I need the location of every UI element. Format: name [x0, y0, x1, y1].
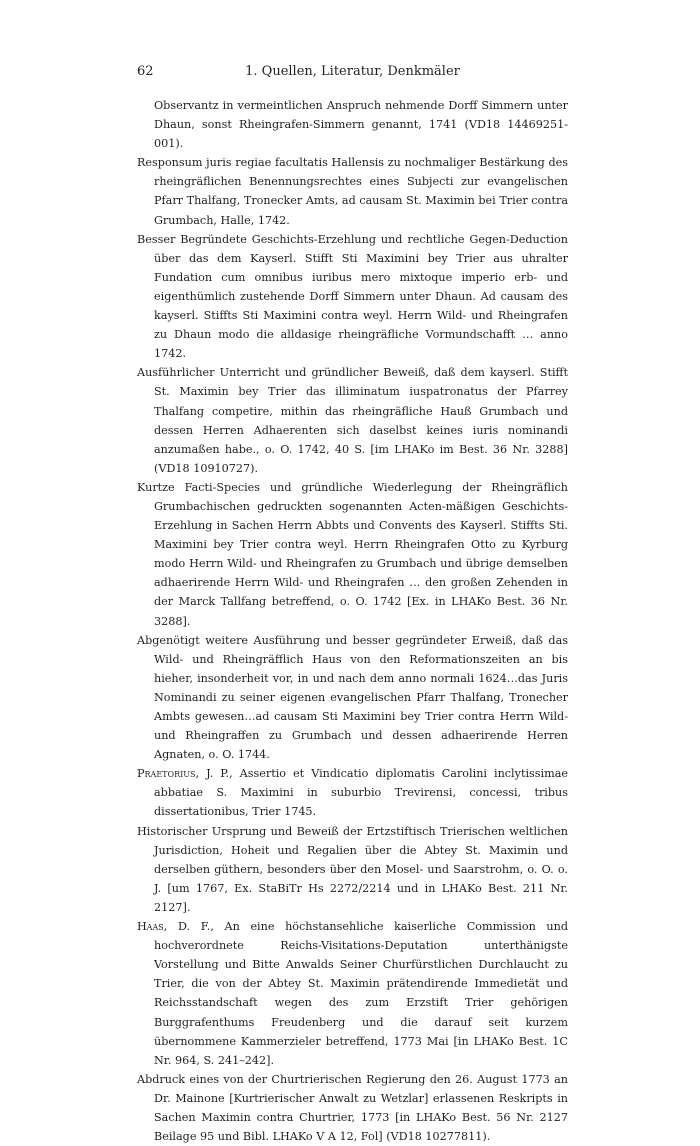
entry-author: Praetorius: [137, 767, 196, 781]
bibliography-entry: [137, 1070, 568, 1146]
bibliography-entry: [137, 96, 568, 153]
page-number: 62: [137, 64, 154, 79]
entry-text: Ausführlicher Unterricht und gründlicher Beweiß, daß dem kayserl. Stifft St. Maximin bey Trier das illiminatum iuspatronatus der Pfarrey Thalfang competire, mithin das rheingräfliche Hauß Grumbach und dessen Herren Adhaerenten sich daselbst keines iuris nominandi anzumaßen habe., o. O. 1742, 40 S. [im LHAKo im Best. 36 Nr. 3288] (VD18 10910727).: [137, 366, 568, 475]
bibliography-entry: [137, 822, 568, 917]
section-title: 1. Quellen, Literatur, Denkmäler: [245, 64, 460, 79]
bibliography-list: [137, 96, 568, 1146]
entry-text: Abgenötigt weitere Ausführung und besser gegründeter Erweiß, daß das Wild- und Rheingräfflich Haus von den Reformationszeiten an bis hieher, insonderheit vor, in und nach dem anno normali 1624…das Juris Nominandi zu seiner eigenen evangelischen Pfarr Thalfang, Tronecher Ambts gewesen…ad causam Sti Maximini bey Trier contra Herrn Wild- und Rheingraffen zu Grumbach und dessen adhaerirende Herren Agnaten, o. O. 1744.: [137, 633, 568, 762]
bibliography-entry: [137, 153, 568, 229]
entry-text: , J. P., Assertio et Vindicatio diplomatis Carolini inclytissimae abbatiae S. Maximini in suburbio Trevirensi, concessi, tribus dissertationibus, Trier 1745.: [154, 767, 568, 819]
document-page: [137, 62, 568, 1146]
entry-text: Besser Begründete Geschichts-Erzehlung und rechtliche Gegen-Deduction über das dem Kayserl. Stifft Sti Maximini bey Trier aus uhralter Fundation cum omnibus iuribus mero mixtoque imperio erb- und eigenthümlich zustehende Dorff Simmern unter Dhaun. Ad causam des kayserl. Stiffts Sti Maximini contra weyl. Herrn Wild- und Rheingrafen zu Dhaun modo die alldasige rheingräfliche Vormundschafft … anno 1742.: [137, 232, 568, 361]
entry-author: Haas: [137, 920, 164, 934]
entry-text: , D. F., An eine höchstansehliche kaiserliche Commission und hochverordnete Reichs-Visitations-Deputation unterthänigste Vorstellung und Bitte Anwalds Seiner Churfürstlichen Durchlaucht zu Trier, die von der Abtey St. Maximin prätendirende Immedietät und Reichsstandschaft wegen des zum Erzstift Trier gehörigen Burggrafenthums Freudenberg und die darauf seit kurzem übernommene Kammerzieler betreffend, 1773 Mai [in LHAKo Best. 1C Nr. 964, S. 241–242].: [154, 920, 568, 1067]
bibliography-entry: [137, 631, 568, 765]
bibliography-entry: [137, 917, 568, 1070]
bibliography-entry: [137, 764, 568, 821]
bibliography-entry: [137, 363, 568, 478]
entry-text: Abdruck eines von der Churtrierischen Regierung den 26. August 1773 an Dr. Mainone [Kurtrierischer Anwalt zu Wetzlar] erlassenen Reskripts in Sachen Maximin contra Churtrier, 1773 [in LHAKo Best. 56 Nr. 2127 Beilage 95 und Bibl. LHAKo V A 12, Fol] (VD18 10277811).: [137, 1072, 568, 1144]
running-head: [137, 62, 568, 82]
entry-text: Observantz in vermeintlichen Anspruch nehmende Dorff Simmern unter Dhaun, sonst Rheingrafen-Simmern genannt, 1741 (VD18 14469251-001).: [154, 99, 568, 151]
bibliography-entry: [137, 230, 568, 364]
entry-text: Historischer Ursprung und Beweiß der Ertzstiftisch Trierischen weltlichen Jurisdiction, Hoheit und Regalien über die Abtey St. Maximin und derselben güthern, besonders über den Mosel- und Saarstrohm, o. O. o. J. [um 1767, Ex. StaBiTr Hs 2272/2214 und in LHAKo Best. 211 Nr. 2127].: [137, 824, 568, 914]
bibliography-entry: [137, 478, 568, 631]
entry-text: Responsum juris regiae facultatis Hallensis zu nochmaliger Bestärkung des rheingräflichen Benennungsrechtes eines Subjecti zur evangelischen Pfarr Thalfang, Tronecker Amts, ad causam St. Maximin bei Trier contra Grumbach, Halle, 1742.: [137, 156, 568, 227]
entry-text: Kurtze Facti-Species und gründliche Wiederlegung der Rheingräflich Grumbachischen gedruckten sogenannten Acten-mäßigen Geschichts-Erzehlung in Sachen Herrn Abbts und Convents des Kayserl. Stiffts Sti. Maximini bey Trier contra weyl. Herrn Rheingrafen Otto zu Kyrburg modo Herrn Wild- und Rheingrafen zu Grumbach und übrige demselben adhaerirende Herrn Wild- und Rheingrafen … den großen Zehenden in der Marck Tallfang betreffend, o. O. 1742 [Ex. in LHAKo Best. 36 Nr. 3288].: [137, 480, 568, 628]
